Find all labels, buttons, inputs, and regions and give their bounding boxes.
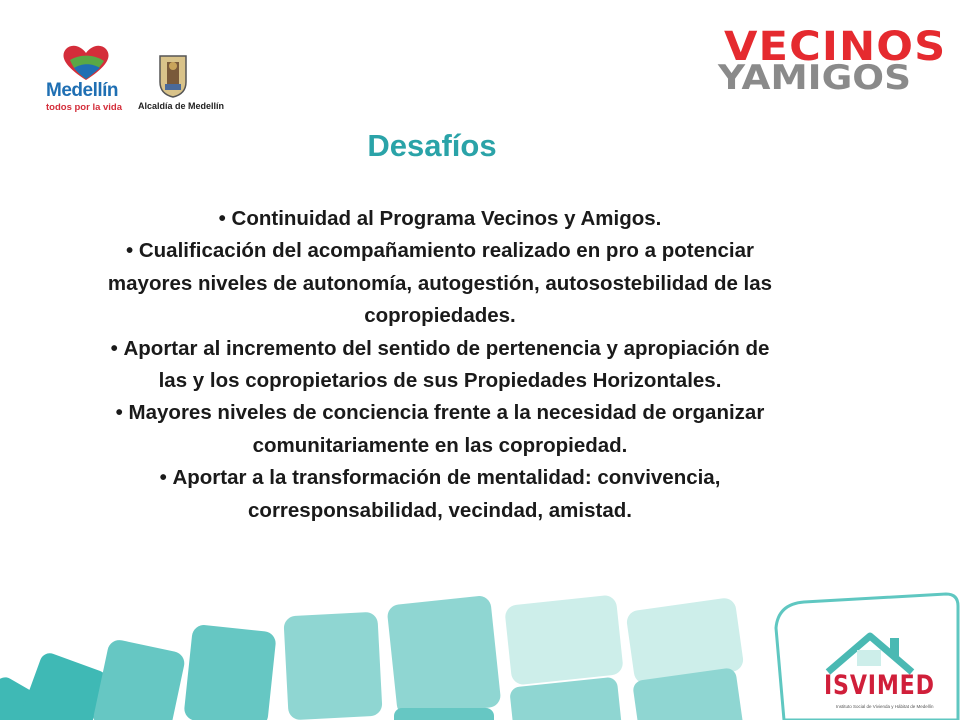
list-item: • Cualificación del acompañamiento realizado en pro a potenciar mayores niveles de autonomía, autogestión, autosostebilidad de las copropiedades. xyxy=(100,235,780,332)
challenge-list xyxy=(100,203,780,527)
tile xyxy=(394,708,494,720)
list-item: • Continuidad al Programa Vecinos y Amigos. xyxy=(100,203,780,235)
tile xyxy=(283,612,382,720)
medellin-name: Medellín xyxy=(46,80,119,101)
vecinos-amigos-logo xyxy=(718,24,947,100)
medellin-logo xyxy=(40,44,140,114)
medellin-tagline: todos por la vida xyxy=(46,102,123,113)
tile xyxy=(91,638,186,720)
isvimed-subtitle: Instituto Social de Vivienda y Hábitat de Medellín xyxy=(836,704,934,709)
isvimed-wordmark: ISVIMED xyxy=(824,670,935,701)
tile xyxy=(386,595,501,717)
vecinos-word: VECINOS xyxy=(724,24,947,70)
house-door xyxy=(857,650,881,666)
list-item: • Aportar al incremento del sentido de pertenencia y apropiación de las y los copropietarios de sus Propiedades Horizontales. xyxy=(100,333,780,398)
heart-icon xyxy=(60,44,112,82)
slide-title: Desafíos xyxy=(367,128,497,163)
list-item: • Aportar a la transformación de mentalidad: convivencia, corresponsabilidad, vecindad, amistad. xyxy=(100,462,780,527)
coat-of-arms-icon xyxy=(158,54,188,98)
tile xyxy=(504,594,624,685)
list-item: • Mayores niveles de conciencia frente a la necesidad de organizar comunitariamente en las copropiedad. xyxy=(100,397,780,462)
alcaldia-caption: Alcaldía de Medellín xyxy=(138,101,225,111)
alcaldia-logo xyxy=(134,54,234,114)
amigos-word: YAMIGOS xyxy=(718,58,912,98)
tile xyxy=(183,624,277,720)
